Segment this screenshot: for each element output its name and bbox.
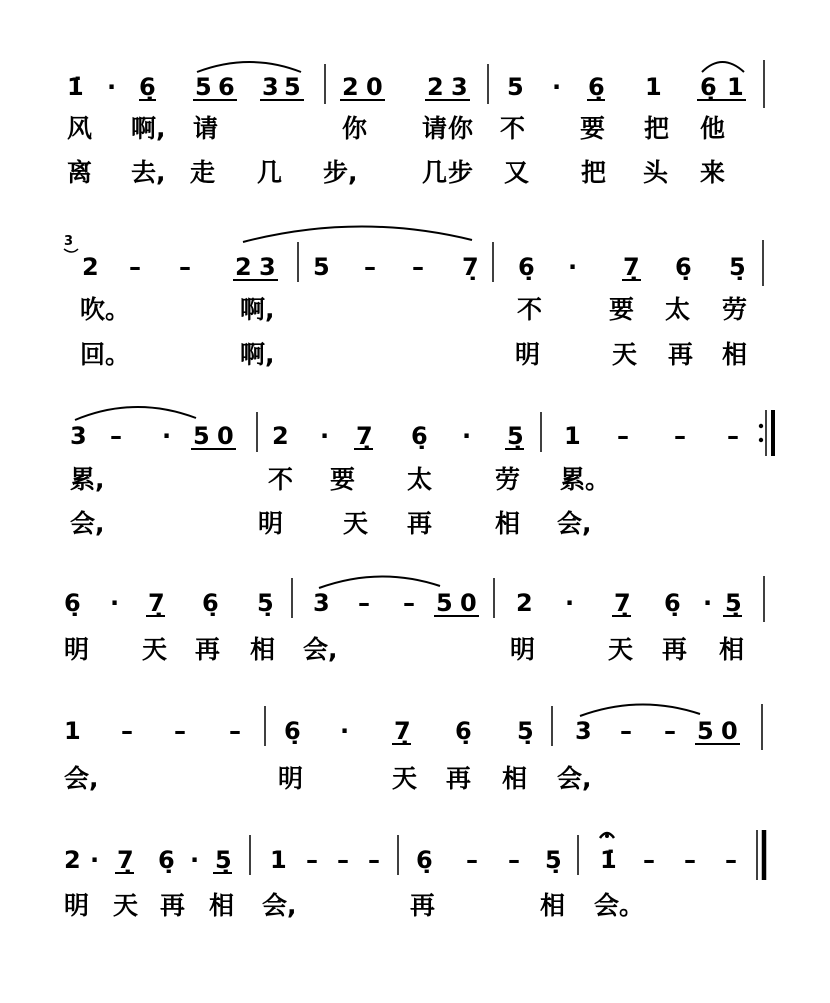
- lyric: 相: [502, 764, 528, 793]
- note: 2: [516, 589, 533, 617]
- note: 6̣: [202, 589, 219, 617]
- note: 6̣: [518, 253, 535, 281]
- slur: [319, 576, 440, 588]
- lyric: 相: [495, 509, 521, 538]
- dot: ·: [110, 589, 120, 617]
- note: 7̣: [614, 589, 631, 617]
- lyric: 要: [609, 295, 635, 324]
- lyric: 不: [500, 114, 526, 143]
- lyric: 把: [644, 114, 670, 143]
- lyric: 劳: [495, 465, 521, 494]
- score-system-5: [64, 704, 762, 793]
- lyric: 会。: [594, 891, 645, 920]
- note: 7̣: [117, 846, 134, 874]
- dash: –: [337, 846, 349, 874]
- note: 7̣: [462, 253, 479, 281]
- lyric: 相: [540, 891, 566, 920]
- dash: –: [358, 589, 370, 617]
- dash: –: [229, 717, 241, 745]
- lyric: 相: [209, 891, 235, 920]
- lyric: 太: [665, 295, 691, 324]
- repeat-dot: [759, 438, 763, 442]
- note: 3: [262, 73, 279, 101]
- lyric: 明: [510, 635, 536, 664]
- dash: –: [725, 846, 737, 874]
- note: 0: [460, 589, 477, 617]
- lyric: 累。: [560, 465, 611, 494]
- dash: –: [620, 717, 632, 745]
- lyric: 再: [410, 891, 436, 920]
- note: 1̇: [67, 73, 84, 101]
- note: 6: [218, 73, 235, 101]
- note: 6̣: [588, 73, 605, 101]
- lyric: 步: [448, 158, 474, 187]
- lyric: 会,: [70, 509, 105, 538]
- lyric: 再: [446, 764, 472, 793]
- dot: ·: [565, 589, 575, 617]
- note: 1: [564, 422, 581, 450]
- note: 3: [451, 73, 468, 101]
- note: 6̣: [284, 717, 301, 745]
- dot: ·: [568, 253, 578, 281]
- note: 6̣: [158, 846, 175, 874]
- note: 2: [272, 422, 289, 450]
- fermata-dot: [605, 834, 609, 838]
- lyric: 走: [190, 158, 216, 187]
- lyric: 再: [160, 891, 186, 920]
- lyric: 回。: [80, 340, 131, 369]
- dash: –: [403, 589, 415, 617]
- lyric: 天: [142, 635, 168, 664]
- dash: –: [674, 422, 686, 450]
- dash: –: [508, 846, 520, 874]
- lyric: 头: [643, 158, 669, 187]
- note: 5: [284, 73, 301, 101]
- lyric: 吹。: [80, 295, 131, 324]
- dot: ·: [190, 846, 200, 874]
- lyric: 再: [195, 635, 221, 664]
- lyric: 要: [330, 465, 356, 494]
- dash: –: [364, 253, 376, 281]
- note: 5̣: [507, 422, 524, 450]
- note: 5̣: [517, 717, 534, 745]
- repeat-dot: [759, 424, 763, 428]
- lyric: 会,: [303, 635, 338, 664]
- note: 3: [313, 589, 330, 617]
- lyric: 请: [422, 114, 448, 143]
- note: 5: [507, 73, 524, 101]
- slur: [243, 226, 472, 242]
- lyric: 步,: [323, 158, 358, 187]
- lyric: 啊,: [131, 114, 166, 143]
- note: 1: [727, 73, 744, 101]
- note: 6̣: [675, 253, 692, 281]
- dash: –: [306, 846, 318, 874]
- note: 5̣: [215, 846, 232, 874]
- lyric: 明: [515, 340, 541, 369]
- dot: ·: [703, 589, 713, 617]
- dash: –: [174, 717, 186, 745]
- dot: ·: [320, 422, 330, 450]
- note: 7̣: [148, 589, 165, 617]
- lyric: 去,: [131, 158, 166, 187]
- note: 6̣: [139, 73, 156, 101]
- lyric: 天: [612, 340, 638, 369]
- note: 2: [64, 846, 81, 874]
- dot: ·: [162, 422, 172, 450]
- lyric: 天: [608, 635, 634, 664]
- score-system-1: [67, 60, 764, 187]
- lyric: 风: [67, 114, 93, 143]
- score-system-4: [64, 576, 764, 664]
- lyric: 再: [407, 509, 433, 538]
- grace-slur: [64, 249, 78, 252]
- lyric: 累,: [70, 465, 105, 494]
- dot: ·: [107, 73, 117, 101]
- slur: [580, 704, 700, 716]
- note: 7̣: [394, 717, 411, 745]
- dash: –: [110, 422, 122, 450]
- note: 3: [575, 717, 592, 745]
- note: 0: [366, 73, 383, 101]
- lyric: 劳: [722, 295, 748, 324]
- lyric: 相: [719, 635, 745, 664]
- slur: [197, 62, 301, 72]
- lyric: 太: [407, 465, 433, 494]
- slur: [702, 62, 744, 72]
- lyric: 再: [662, 635, 688, 664]
- note: 3: [70, 422, 87, 450]
- note: 5: [195, 73, 212, 101]
- lyric: 又: [504, 158, 530, 187]
- note: 6̣: [700, 73, 717, 101]
- dash: –: [368, 846, 380, 874]
- lyric: 天: [113, 891, 139, 920]
- lyric: 你: [342, 114, 368, 143]
- lyric: 离: [67, 158, 93, 187]
- note: 5̣: [545, 846, 562, 874]
- lyric: 明: [64, 891, 90, 920]
- slur: [75, 407, 196, 420]
- note: 5̣: [257, 589, 274, 617]
- note: 6̣: [455, 717, 472, 745]
- lyric: 把: [581, 158, 607, 187]
- grace-note: 3: [64, 234, 74, 249]
- score-system-3: [70, 407, 773, 538]
- lyric: 明: [64, 635, 90, 664]
- lyric: 会,: [557, 764, 592, 793]
- note: 5̣: [729, 253, 746, 281]
- note: 0: [217, 422, 234, 450]
- lyric: 会,: [557, 509, 592, 538]
- note: 5: [313, 253, 330, 281]
- note: 5: [193, 422, 210, 450]
- note: 5: [436, 589, 453, 617]
- note: 2: [235, 253, 252, 281]
- note: 1̇: [600, 846, 617, 874]
- note: 6̣: [416, 846, 433, 874]
- dash: –: [684, 846, 696, 874]
- lyric: 天: [343, 509, 369, 538]
- dot: ·: [462, 422, 472, 450]
- note: 5̣: [725, 589, 742, 617]
- lyric: 相: [722, 340, 748, 369]
- dash: –: [412, 253, 424, 281]
- note: 1: [645, 73, 662, 101]
- dash: –: [643, 846, 655, 874]
- note: 1: [270, 846, 287, 874]
- note: 7̣: [356, 422, 373, 450]
- lyric: 请: [193, 114, 219, 143]
- note: 6̣: [664, 589, 681, 617]
- lyric: 几: [257, 158, 283, 187]
- dash: –: [617, 422, 629, 450]
- lyric: 你: [448, 114, 474, 143]
- note: 2: [82, 253, 99, 281]
- dash: –: [727, 422, 739, 450]
- note: 1: [64, 717, 81, 745]
- lyric: 天: [392, 764, 418, 793]
- note: 7̣: [623, 253, 640, 281]
- score-system-2: [64, 226, 763, 369]
- lyric: 会,: [64, 764, 99, 793]
- note: 6̣: [411, 422, 428, 450]
- lyric: 明: [278, 764, 304, 793]
- lyric: 再: [668, 340, 694, 369]
- score-system-6: [64, 830, 764, 920]
- lyric: 明: [258, 509, 284, 538]
- lyric: 啊,: [240, 340, 275, 369]
- lyric: 几: [422, 158, 448, 187]
- dot: ·: [340, 717, 350, 745]
- note: 3: [259, 253, 276, 281]
- dot: ·: [90, 846, 100, 874]
- note: 5: [697, 717, 714, 745]
- note: 0: [721, 717, 738, 745]
- lyric: 来: [700, 158, 726, 187]
- note: 2: [342, 73, 359, 101]
- dot: ·: [552, 73, 562, 101]
- note: 6̣: [64, 589, 81, 617]
- lyric: 不: [268, 465, 294, 494]
- dash: –: [179, 253, 191, 281]
- lyric: 相: [250, 635, 276, 664]
- note: 2: [427, 73, 444, 101]
- dash: –: [129, 253, 141, 281]
- dash: –: [664, 717, 676, 745]
- lyric: 要: [580, 114, 606, 143]
- lyric: 他: [700, 114, 726, 143]
- dash: –: [121, 717, 133, 745]
- dash: –: [466, 846, 478, 874]
- lyric: 会,: [262, 891, 297, 920]
- lyric: 啊,: [240, 295, 275, 324]
- lyric: 不: [517, 295, 543, 324]
